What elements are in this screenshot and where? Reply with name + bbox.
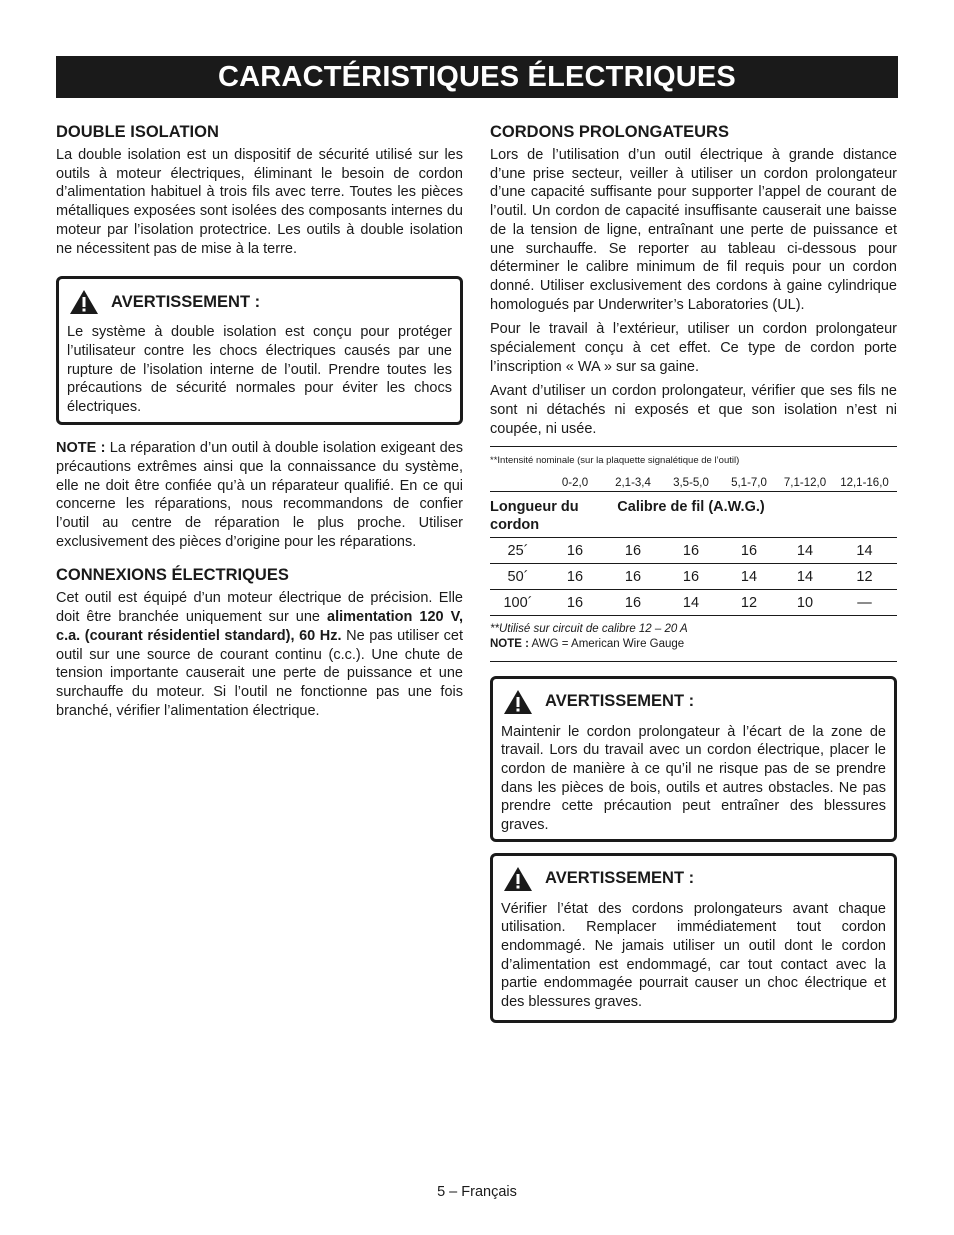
connexions-body-bold: alimentation 120 V, c.a. (courant résidentiel standard), 60 Hz.	[56, 609, 463, 644]
cord-gauge-table-block	[490, 446, 897, 662]
gauge-cell: 16	[546, 537, 604, 563]
gauge-cell: —	[832, 589, 897, 615]
warning-body: Le système à double isolation est conçu pour protéger l’utilisateur contre les chocs électriques causés par une rupture de l’isolation interne de l’outil. Prendre toutes les précautions de sécurité normales pour éviter les chocs électriques.	[67, 324, 452, 416]
connexions-body-end: Ne pas utiliser cet outil sur une source de courant continu (c.c.). Une chute de tension importante causerait une perte de puissance et une surchauffe du moteur. Si l’outil ne fonctionne pas une fois branché, vérifier l’alimentation électrique.	[56, 627, 463, 719]
cordons-para-3: Avant d’utiliser un cordon prolongateur, vérifier que ses fils ne sont ni détachés ni exposés et que son isolation n’est ni coupée, ni usée.	[490, 383, 897, 437]
gauge-cell: 16	[604, 563, 662, 589]
warning-triangle-icon	[503, 866, 533, 892]
right-column	[490, 122, 897, 1023]
amps-cell: 2,1-3,4	[604, 467, 662, 492]
amps-cell: 5,1-7,0	[720, 467, 778, 492]
gauge-cell: 14	[778, 563, 832, 589]
amps-row	[490, 467, 897, 492]
table-header-row	[490, 491, 897, 537]
table-note-body: AWG = American Wire Gauge	[528, 637, 685, 650]
table-note-label: NOTE :	[490, 637, 529, 650]
gauge-header: Calibre de fil (A.W.G.)	[604, 491, 778, 537]
gauge-cell: 14	[832, 537, 897, 563]
note-paragraph	[56, 439, 463, 551]
table-row	[490, 563, 897, 589]
warning-header	[67, 289, 452, 315]
amps-spacer	[490, 467, 546, 492]
warning-body: Vérifier l’état des cordons prolongateurs avant chaque utilisation. Remplacer immédiatement tout cordon endommagé. Ne jamais utiliser un outil dont le cordon d’alimentation est endommagé, car tout contact avec la partie endommagée pourrait causer un choc électrique et des blessures graves.	[501, 900, 886, 1011]
amps-cell: 3,5-5,0	[662, 467, 720, 492]
table-row	[490, 537, 897, 563]
length-header: Longueur du cordon	[490, 491, 604, 537]
gauge-cell: 16	[604, 589, 662, 615]
warning-title: AVERTISSEMENT :	[545, 869, 695, 888]
amps-cell: 0-2,0	[546, 467, 604, 492]
gauge-cell: 16	[604, 537, 662, 563]
gauge-cell: 16	[720, 537, 778, 563]
warning-triangle-icon	[503, 689, 533, 715]
table-footnote: **Utilisé sur circuit de calibre 12 – 20 A	[490, 622, 688, 635]
amps-cell: 12,1-16,0	[832, 467, 897, 492]
gauge-cell: 12	[832, 563, 897, 589]
length-cell: 25´	[490, 537, 546, 563]
warning-header	[501, 689, 886, 715]
gauge-cell: 16	[546, 563, 604, 589]
gauge-cell: 16	[662, 563, 720, 589]
connexions-body-start: Cet outil est équipé d’un moteur électrique de précision. Elle doit être branchée uniquement sur une	[56, 590, 463, 626]
warning-box-cord-check	[490, 853, 897, 1023]
warning-title: AVERTISSEMENT :	[111, 292, 261, 311]
header-spacer	[778, 491, 897, 537]
double-isolation-body: La double isolation est un dispositif de sécurité utilisé sur les outils à moteur électriques, éliminant le besoin de cordon d’alimentation habituel à trois fils avec terre. Toutes les pièces métalliques exposées sont isolées des composants internes du moteur par l’isolation protectrice. Les outils à double isolation ne nécessitent pas de mise à la terre.	[56, 147, 463, 257]
left-column	[56, 122, 463, 720]
note-body: La réparation d’un outil à double isolation exigeant des précautions extrêmes ainsi que la connaissance du système, elle ne doit être confiée qu’à un réparateur qualifié. En ce qui concerne les réparations, nous recommandons de confier l’outil au centre de réparation le plus proche. Utiliser exclusivement des pièces d’origine pour les réparations.	[56, 440, 463, 550]
table-caption: **Intensité nominale (sur la plaquette signalétique de l’outil)	[490, 454, 740, 466]
gauge-cell: 14	[662, 589, 720, 615]
gauge-cell: 12	[720, 589, 778, 615]
page-footer: 5 – Français	[437, 1184, 517, 1200]
table-note	[490, 637, 897, 652]
warning-box-double-isolation	[56, 276, 463, 425]
connexions-body	[56, 589, 463, 720]
length-cell: 50´	[490, 563, 546, 589]
length-cell: 100´	[490, 589, 546, 615]
warning-body: Maintenir le cordon prolongateur à l’écart de la zone de travail. Lors du travail avec un cordon électrique, placer le cordon de manière à ce qu’il ne risque pas de se prendre dans les pièces de bois, outils et autres obstacles. Ne pas prendre cette précaution peut entraîner des blessures graves.	[501, 723, 886, 834]
gauge-cell: 16	[546, 589, 604, 615]
connexions-heading: CONNEXIONS ÉLECTRIQUES	[56, 566, 289, 585]
cordons-para-2: Pour le travail à l’extérieur, utiliser un cordon prolongateur spécialement conçu à cet effet. Ce type de cordon porte l’inscription « WA » sur sa gaine.	[490, 321, 897, 375]
cordons-para-1: Lors de l’utilisation d’un outil électrique à grande distance d’une prise secteur, veiller à utiliser un cordon prolongateur d’une capacité suffisante pour supporter l’appel de courant de l’outil. Un cordon de capacité insuffisante causerait une baisse de la tension de ligne, entraînant une perte de puissance et une surchauffe. Se reporter au tableau ci-dessous pour déterminer le calibre minimum de fil requis pour un cordon donné. Utiliser exclusivement des cordons à gaine cylindrique homologués par Underwriter’s Laboratories (UL).	[490, 147, 897, 313]
double-isolation-heading: DOUBLE ISOLATION	[56, 123, 219, 141]
table-row	[490, 589, 897, 615]
gauge-cell: 14	[778, 537, 832, 563]
gauge-cell: 16	[662, 537, 720, 563]
page-title: CARACTÉRISTIQUES ÉLECTRIQUES	[56, 56, 898, 98]
warning-header	[501, 866, 886, 892]
warning-triangle-icon	[69, 289, 99, 315]
amps-cell: 7,1-12,0	[778, 467, 832, 492]
cord-gauge-table	[490, 467, 897, 616]
cordons-heading: CORDONS PROLONGATEURS	[490, 123, 729, 141]
warning-box-cord-placement	[490, 676, 897, 842]
note-label: NOTE :	[56, 440, 106, 457]
warning-title: AVERTISSEMENT :	[545, 692, 695, 711]
gauge-cell: 14	[720, 563, 778, 589]
gauge-cell: 10	[778, 589, 832, 615]
